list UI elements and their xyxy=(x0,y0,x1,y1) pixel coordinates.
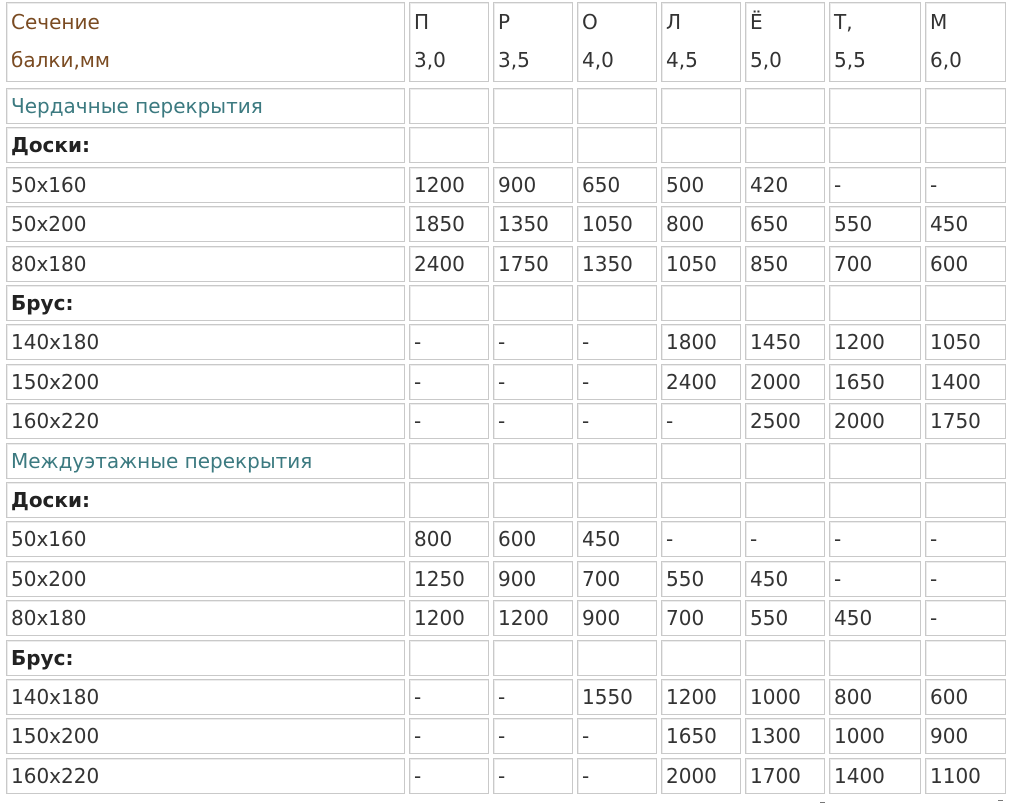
table-cell-value: 1650 xyxy=(834,370,885,394)
row-label-text: 140x180 xyxy=(11,330,100,354)
table-cell-value: 450 xyxy=(750,567,789,591)
table-cell xyxy=(409,364,489,400)
table-cell xyxy=(745,521,825,557)
table-cell xyxy=(409,443,489,479)
table-cell xyxy=(577,127,657,163)
table-cell xyxy=(745,600,825,636)
header-letter: Т, xyxy=(834,10,853,34)
table-cell xyxy=(577,679,657,715)
table-cell xyxy=(925,364,1006,400)
table-cell-value: 1000 xyxy=(834,724,885,748)
row-label-text: 80x180 xyxy=(11,606,87,630)
table-cell xyxy=(745,88,825,124)
table-cell-value: 2400 xyxy=(666,370,717,394)
row-label-text: Чердачные перекрытия xyxy=(11,94,263,118)
row-label-text: 140x180 xyxy=(11,685,100,709)
table-cell-value: - xyxy=(498,330,506,354)
header-cell-span xyxy=(661,2,741,82)
row-label-text: Брус: xyxy=(11,646,74,670)
header-cell-span xyxy=(829,2,921,82)
table-cell xyxy=(409,718,489,754)
table-cell-value: 2000 xyxy=(834,409,885,433)
table-cell xyxy=(577,324,657,360)
table-cell xyxy=(577,640,657,676)
table-cell-value: - xyxy=(414,685,422,709)
table-cell-value: - xyxy=(498,409,506,433)
divider-mark xyxy=(820,802,825,803)
table-cell xyxy=(493,246,573,282)
header-span-value: 3,0 xyxy=(414,48,446,72)
table-cell-value: 450 xyxy=(582,527,621,551)
table-cell-value: 1850 xyxy=(414,212,465,236)
table-cell xyxy=(745,285,825,321)
table-cell-value: 900 xyxy=(930,724,969,748)
table-cell-value: - xyxy=(498,764,506,788)
row-label-text: 50x200 xyxy=(11,567,87,591)
table-cell xyxy=(925,324,1006,360)
table-cell xyxy=(661,285,741,321)
header-cell-span xyxy=(577,2,657,82)
table-cell xyxy=(661,88,741,124)
table-cell-value: 2400 xyxy=(414,252,465,276)
table-cell-value: - xyxy=(582,330,590,354)
table-cell-value: 550 xyxy=(750,606,789,630)
table-cell xyxy=(577,718,657,754)
table-cell-value: 900 xyxy=(498,173,537,197)
table-cell xyxy=(493,718,573,754)
divider-mark xyxy=(998,800,1003,801)
table-cell xyxy=(577,443,657,479)
row-label-text: Междуэтажные перекрытия xyxy=(11,449,313,473)
table-cell xyxy=(493,127,573,163)
table-cell-value: 1750 xyxy=(930,409,981,433)
row-label-text: 160x220 xyxy=(11,409,100,433)
table-cell xyxy=(745,718,825,754)
row-label xyxy=(6,521,405,557)
table-cell-value: 2000 xyxy=(750,370,801,394)
table-cell-value: 1300 xyxy=(750,724,801,748)
table-cell xyxy=(745,246,825,282)
table-cell xyxy=(745,167,825,203)
table-cell-value: 1100 xyxy=(930,764,981,788)
table-cell xyxy=(493,364,573,400)
row-label-text: 150x200 xyxy=(11,370,100,394)
row-label xyxy=(6,718,405,754)
header-letter: Р xyxy=(498,10,511,34)
table-cell xyxy=(829,364,921,400)
table-cell xyxy=(661,482,741,518)
table-cell xyxy=(409,127,489,163)
row-label xyxy=(6,167,405,203)
table-cell xyxy=(493,679,573,715)
table-cell-value: 1350 xyxy=(582,252,633,276)
table-cell xyxy=(661,246,741,282)
table-cell-value: - xyxy=(834,173,842,197)
table-cell xyxy=(661,364,741,400)
table-cell-value: 600 xyxy=(930,252,969,276)
table-cell-value: - xyxy=(582,370,590,394)
table-cell-value: 1550 xyxy=(582,685,633,709)
table-cell xyxy=(925,403,1006,439)
table-cell xyxy=(661,443,741,479)
table-cell xyxy=(925,482,1006,518)
table-cell xyxy=(925,561,1006,597)
table-cell-value: - xyxy=(414,370,422,394)
header-cell-span xyxy=(493,2,573,82)
table-cell-value: - xyxy=(582,409,590,433)
table-cell-value: - xyxy=(414,330,422,354)
table-cell xyxy=(577,167,657,203)
table-cell-value: 1200 xyxy=(414,606,465,630)
table-cell xyxy=(925,521,1006,557)
row-label-text: Доски: xyxy=(11,488,90,512)
table-cell xyxy=(829,482,921,518)
table-cell xyxy=(829,88,921,124)
table-cell xyxy=(493,324,573,360)
table-cell xyxy=(409,167,489,203)
table-cell xyxy=(745,127,825,163)
table-cell xyxy=(925,640,1006,676)
table-cell xyxy=(493,640,573,676)
table-cell-value: 800 xyxy=(666,212,705,236)
table-cell xyxy=(493,167,573,203)
table-cell xyxy=(577,758,657,794)
row-label-text: 50x160 xyxy=(11,527,87,551)
table-cell xyxy=(661,127,741,163)
header-label-line: балки,мм xyxy=(11,48,110,72)
table-cell xyxy=(577,600,657,636)
table-cell-value: 900 xyxy=(498,567,537,591)
table-cell-value: - xyxy=(666,527,674,551)
table-cell-value: 600 xyxy=(930,685,969,709)
header-span-value: 6,0 xyxy=(930,48,962,72)
table-cell xyxy=(577,521,657,557)
table-cell-value: - xyxy=(414,764,422,788)
table-cell-value: 450 xyxy=(834,606,873,630)
table-cell xyxy=(493,600,573,636)
table-cell xyxy=(925,285,1006,321)
table-cell-value: 600 xyxy=(498,527,537,551)
table-cell xyxy=(745,679,825,715)
table-cell-value: - xyxy=(498,370,506,394)
table-cell-value: 700 xyxy=(666,606,705,630)
header-letter: О xyxy=(582,10,598,34)
table-cell xyxy=(925,443,1006,479)
table-cell xyxy=(745,443,825,479)
table-cell-value: - xyxy=(498,685,506,709)
table-cell xyxy=(493,521,573,557)
table-cell xyxy=(661,403,741,439)
table-cell xyxy=(409,640,489,676)
row-label-text: Доски: xyxy=(11,133,90,157)
table-cell xyxy=(829,718,921,754)
table-cell-value: 1200 xyxy=(498,606,549,630)
header-letter: П xyxy=(414,10,430,34)
table-cell-value: - xyxy=(414,724,422,748)
table-cell xyxy=(829,758,921,794)
row-label-text: 80x180 xyxy=(11,252,87,276)
table-cell xyxy=(493,206,573,242)
table-cell xyxy=(925,718,1006,754)
table-cell-value: - xyxy=(498,724,506,748)
table-cell xyxy=(745,482,825,518)
table-cell-value: 1700 xyxy=(750,764,801,788)
table-cell xyxy=(829,403,921,439)
table-cell-value: - xyxy=(582,724,590,748)
table-cell xyxy=(661,758,741,794)
table-cell-value: 1800 xyxy=(666,330,717,354)
group-row-label xyxy=(6,640,405,676)
table-cell-value: - xyxy=(930,567,938,591)
table-cell xyxy=(829,443,921,479)
table-cell xyxy=(745,403,825,439)
table-cell xyxy=(577,88,657,124)
table-cell-value: 1400 xyxy=(930,370,981,394)
table-cell xyxy=(745,561,825,597)
table-cell-value: 1050 xyxy=(666,252,717,276)
table-cell xyxy=(661,718,741,754)
table-cell xyxy=(409,521,489,557)
table-cell xyxy=(409,403,489,439)
table-cell xyxy=(493,758,573,794)
row-label-text: 50x160 xyxy=(11,173,87,197)
table-cell xyxy=(661,561,741,597)
table-cell-value: 850 xyxy=(750,252,789,276)
table-cell-value: 1200 xyxy=(834,330,885,354)
header-cell-section xyxy=(6,2,405,82)
table-cell-value: 2500 xyxy=(750,409,801,433)
table-cell xyxy=(493,285,573,321)
table-cell xyxy=(829,127,921,163)
row-label xyxy=(6,364,405,400)
table-cell xyxy=(409,561,489,597)
table-cell-value: 550 xyxy=(666,567,705,591)
table-cell xyxy=(577,206,657,242)
table-cell xyxy=(661,324,741,360)
row-label xyxy=(6,324,405,360)
table-cell xyxy=(829,246,921,282)
table-cell xyxy=(577,364,657,400)
table-cell xyxy=(925,88,1006,124)
table-cell-value: - xyxy=(750,527,758,551)
table-cell xyxy=(409,679,489,715)
section-row-label xyxy=(6,443,405,479)
table-cell xyxy=(925,600,1006,636)
group-row-label xyxy=(6,482,405,518)
table-cell-value: - xyxy=(930,606,938,630)
table-cell xyxy=(661,679,741,715)
table-cell-value: 700 xyxy=(834,252,873,276)
table-cell xyxy=(925,758,1006,794)
table-cell xyxy=(829,285,921,321)
table-cell-value: - xyxy=(582,764,590,788)
table-cell xyxy=(409,206,489,242)
row-label-text: 160x220 xyxy=(11,764,100,788)
table-cell-value: 1250 xyxy=(414,567,465,591)
table-cell xyxy=(493,403,573,439)
table-cell xyxy=(409,482,489,518)
table-cell xyxy=(829,600,921,636)
table-cell-value: 550 xyxy=(834,212,873,236)
header-cell-span xyxy=(745,2,825,82)
table-cell-value: 1400 xyxy=(834,764,885,788)
table-cell xyxy=(829,521,921,557)
table-cell-value: 700 xyxy=(582,567,621,591)
header-span-value: 3,5 xyxy=(498,48,530,72)
table-cell-value: 1050 xyxy=(582,212,633,236)
section-row-label xyxy=(6,88,405,124)
table-cell-value: 800 xyxy=(414,527,453,551)
table-cell xyxy=(661,600,741,636)
group-row-label xyxy=(6,285,405,321)
table-cell-value: - xyxy=(930,527,938,551)
table-cell-value: 800 xyxy=(834,685,873,709)
table-cell-value: 1650 xyxy=(666,724,717,748)
table-cell xyxy=(829,324,921,360)
table-cell xyxy=(829,167,921,203)
row-label-text: Брус: xyxy=(11,291,74,315)
header-letter: М xyxy=(930,10,948,34)
row-label xyxy=(6,679,405,715)
table-cell-value: - xyxy=(414,409,422,433)
table-cell xyxy=(577,482,657,518)
table-cell-value: 1450 xyxy=(750,330,801,354)
group-row-label xyxy=(6,127,405,163)
header-span-value: 4,5 xyxy=(666,48,698,72)
table-cell xyxy=(925,127,1006,163)
table-cell xyxy=(577,246,657,282)
table-cell xyxy=(661,206,741,242)
row-label xyxy=(6,246,405,282)
table-cell-value: 1200 xyxy=(414,173,465,197)
table-cell xyxy=(925,167,1006,203)
table-cell-value: 650 xyxy=(750,212,789,236)
row-label xyxy=(6,600,405,636)
header-span-value: 5,0 xyxy=(750,48,782,72)
table-cell xyxy=(661,167,741,203)
header-cell-span xyxy=(409,2,489,82)
table-cell-value: 650 xyxy=(582,173,621,197)
table-cell-value: 1350 xyxy=(498,212,549,236)
table-cell-value: - xyxy=(834,527,842,551)
table-cell xyxy=(577,285,657,321)
row-label xyxy=(6,758,405,794)
table-cell-value: 1200 xyxy=(666,685,717,709)
table-cell xyxy=(409,600,489,636)
header-letter: Ё xyxy=(750,10,763,34)
table-cell xyxy=(493,482,573,518)
table-cell xyxy=(577,403,657,439)
header-span-value: 5,5 xyxy=(834,48,866,72)
header-span-value: 4,0 xyxy=(582,48,614,72)
table-cell xyxy=(925,679,1006,715)
row-label-text: 150x200 xyxy=(11,724,100,748)
row-label xyxy=(6,206,405,242)
table-cell xyxy=(925,246,1006,282)
table-cell xyxy=(745,758,825,794)
table-cell-value: 1050 xyxy=(930,330,981,354)
table-cell xyxy=(661,640,741,676)
table-cell-value: - xyxy=(834,567,842,591)
table-cell xyxy=(409,285,489,321)
header-letter: Л xyxy=(666,10,682,34)
header-label-line: Сечение xyxy=(11,10,100,34)
row-label xyxy=(6,403,405,439)
table-cell-value: 900 xyxy=(582,606,621,630)
table-cell-value: 1000 xyxy=(750,685,801,709)
table-cell xyxy=(493,88,573,124)
table-cell xyxy=(925,206,1006,242)
table-cell xyxy=(745,324,825,360)
table-cell-value: 1750 xyxy=(498,252,549,276)
table-cell xyxy=(409,246,489,282)
table-cell xyxy=(745,364,825,400)
table-cell xyxy=(493,561,573,597)
row-label-text: 50x200 xyxy=(11,212,87,236)
table-cell xyxy=(661,521,741,557)
table-cell-value: - xyxy=(666,409,674,433)
table-cell xyxy=(745,206,825,242)
row-label xyxy=(6,561,405,597)
table-cell-value: 420 xyxy=(750,173,789,197)
table-cell-value: 2000 xyxy=(666,764,717,788)
table-cell-value: 500 xyxy=(666,173,705,197)
table-cell xyxy=(409,758,489,794)
table-cell xyxy=(409,88,489,124)
header-cell-span xyxy=(925,2,1006,82)
table-cell xyxy=(829,640,921,676)
table-cell xyxy=(493,443,573,479)
table-cell xyxy=(829,679,921,715)
table-cell xyxy=(577,561,657,597)
table-cell xyxy=(409,324,489,360)
table-cell xyxy=(829,206,921,242)
table-cell-value: 450 xyxy=(930,212,969,236)
table-cell xyxy=(829,561,921,597)
table-cell-value: - xyxy=(930,173,938,197)
table-cell xyxy=(745,640,825,676)
